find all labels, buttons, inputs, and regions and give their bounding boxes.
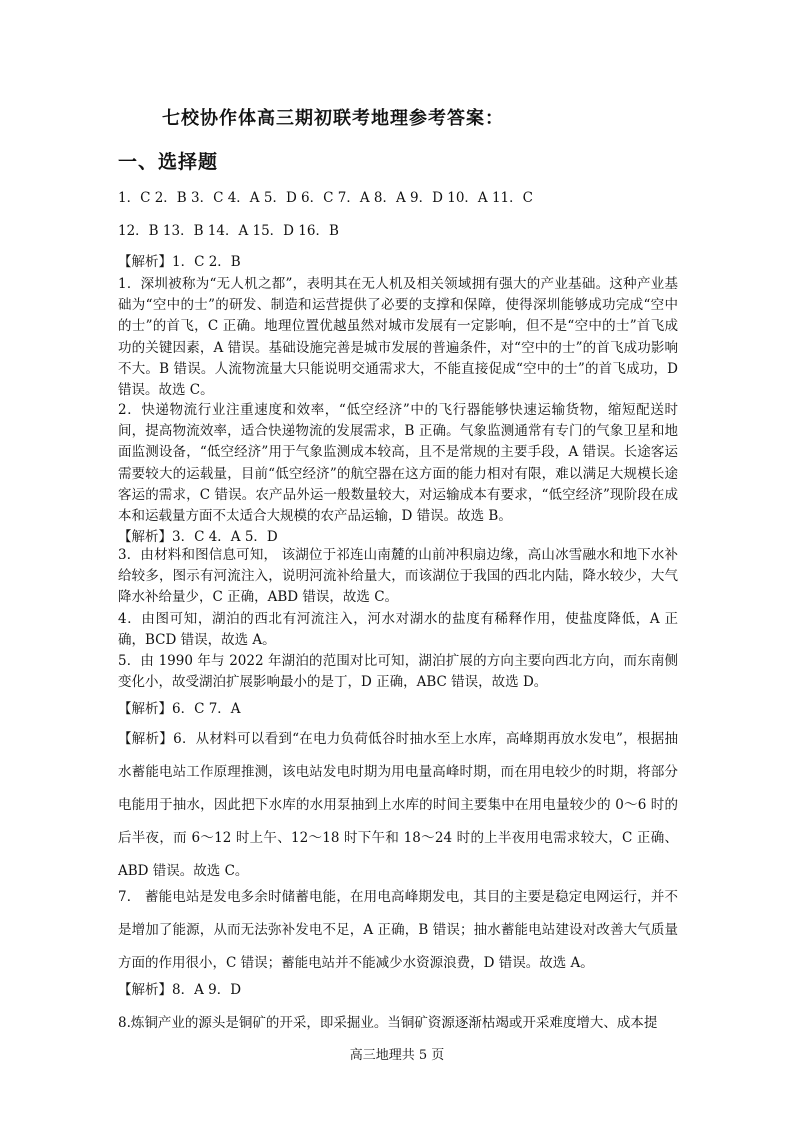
page-title: 七校协作体高三期初联考地理参考答案：	[162, 108, 504, 129]
analysis-header-8-9: 【解析】8．A 9．D	[118, 982, 242, 998]
analysis-paragraph-5: 5．由 1990 年与 2022 年湖泊的范围对比可知，湖泊扩展的方向主要向西北方向，而东南侧变化小，故受湖泊扩展影响最小的是丁，D 正确，ABC 错误，故选 D。	[118, 653, 678, 691]
analysis-paragraph-3: 3．由材料和图信息可知， 该湖位于祁连山南麓的山前冲积扇边缘，高山冰雪融水和地下水补给较多，图示有河流注入，说明河流补给量大，而该湖位于我国的西北内陆，降水较少，大气降水补给量少，C 正确，ABD 错误，故选 C。	[118, 547, 678, 606]
section-heading: 一、选择题	[118, 151, 219, 173]
page-footer: 高三地理共 5 页	[349, 1048, 445, 1063]
analysis-paragraph-7: 7． 蓄能电站是发电多余时储蓄电能，在用电高峰期发电，其目的主要是稳定电网运行，并不是增加了能源，从而无法弥补发电不足，A 正确，B 错误；抽水蓄能电站建设对改善大气质量方面的作用很小，C 错误；蓄能电站并不能减少水资源浪费，D 错误。故选 A。	[118, 889, 678, 971]
analysis-paragraph-2: 2．快递物流行业注重速度和效率，“低空经济”中的飞行器能够快速运输货物，缩短配送时间，提高物流效率，适合快递物流的发展需求，B 正确。气象监测通常有专门的气象卫星和地面监测设备，“低空经济”用于气象监测成本较高，且不是常规的主要手段，A 错误。长途客运需要较大的运载量，目前“低空经济”的航空器在这方面的能力相对有限，难以满足大规模长途客运的需求，C 错误。农产品外运一般数量较大，对运输成本有要求，“低空经济”现阶段在成本和运载量方面不太适合大规模的农产品运输，D 错误。故选 B。	[118, 402, 678, 525]
analysis-paragraph-4: 4．由图可知，湖泊的西北有河流注入，河水对湖水的盐度有稀释作用，使盐度降低，A 正确，BCD 错误，故选 A。	[118, 611, 678, 649]
answer-key-line-1: 1．C 2．B 3．C 4．A 5．D 6．C 7．A 8．A 9．D 10．A 11．C	[118, 190, 533, 206]
analysis-header-3-5: 【解析】3．C 4．A 5．D	[118, 529, 278, 545]
analysis-paragraph-6: 【解析】6．从材料可以看到“在电力负荷低谷时抽水至上水库，高峰期再放水发电”，根据抽水蓄能电站工作原理推测，该电站发电时期为用电量高峰时期，而在用电较少的时期，将部分电能用于抽水，因此把下水库的水用泵抽到上水库的时间主要集中在用电量较少的 0～6 时的后半夜，而 6～12 时上午、12～18 时下午和 18～24 时的上半夜用电需求较大，C 正确、ABD 错误。故选 C。	[118, 731, 678, 879]
analysis-paragraph-1: 1．深圳被称为“无人机之都”，表明其在无人机及相关领域拥有强大的产业基础。这种产业基础为“空中的士”的研发、制造和运营提供了必要的支撑和保障，使得深圳能够成功完成“空中的士”的首飞，C 正确。地理位置优越虽然对城市发展有一定影响，但不是“空中的士”首飞成功的关键因素，A 错误。基础设施完善是城市发展的普遍条件，对“空中的士”的首飞成功影响不大。B 错误。人流物流量大只能说明交通需求大，不能直接促成“空中的士”的首飞成功，D 错误。故选 C。	[118, 276, 678, 399]
analysis-paragraph-8: 8.炼铜产业的源头是铜矿的开采，即采掘业。当铜矿资源逐渐枯竭或开采难度增大、成本提	[118, 1015, 658, 1031]
answer-key-line-2: 12．B 13．B 14．A 15．D 16．B	[118, 223, 339, 239]
analysis-header-6-7: 【解析】6．C 7．A	[118, 701, 241, 717]
analysis-header-1-2: 【解析】1．C 2．B	[118, 254, 241, 270]
